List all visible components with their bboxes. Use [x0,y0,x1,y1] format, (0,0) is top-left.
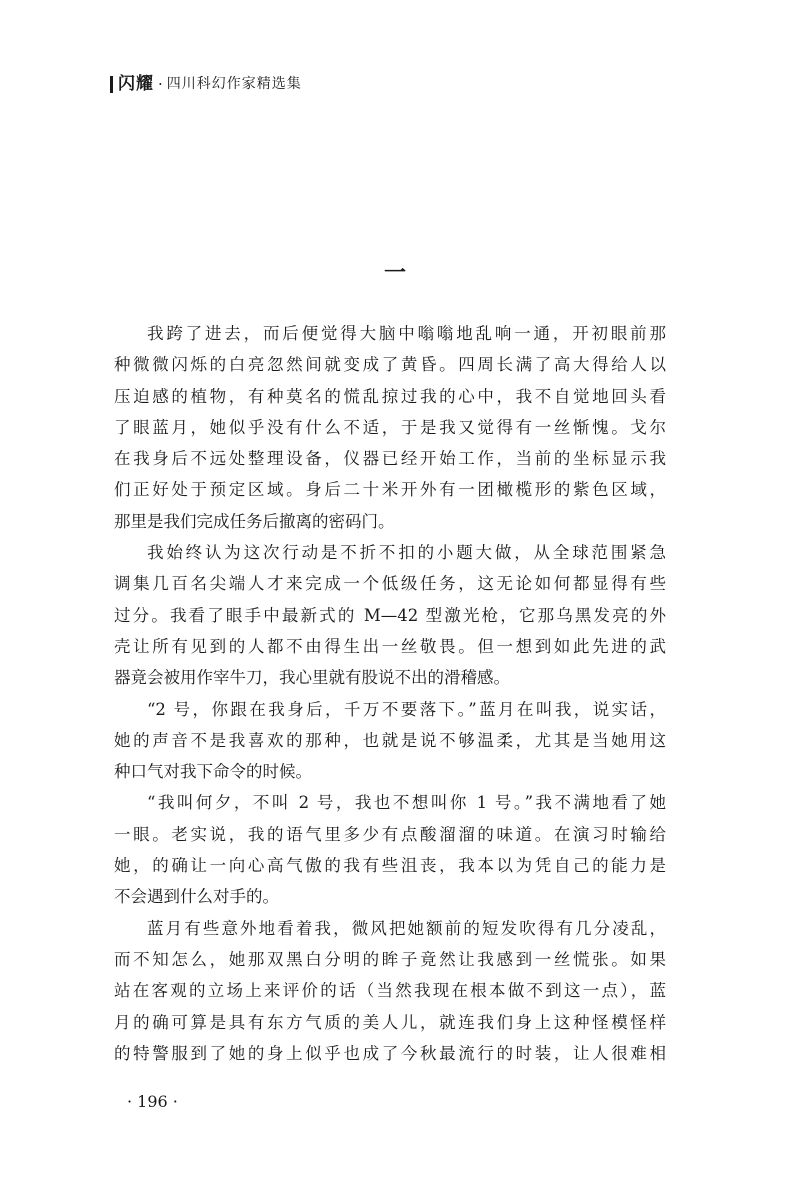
running-header [110,74,302,94]
text-line: 不会遇到什么对手的。 [114,887,279,907]
text-line: 压迫感的植物，有种莫名的慌乱掠过我的心中，我不自觉地回头看 [114,386,666,406]
text-line: 月的确可算是具有东方气质的美人儿，就连我们身上这种怪模怪样 [114,1012,666,1032]
text-line: 调集几百名尖端人才来完成一个低级任务，这无论如何都显得有些 [114,574,666,594]
text-line: 在我身后不远处整理设备，仪器已经开始工作，当前的坐标显示我 [114,449,666,469]
text-line: 我始终认为这次行动是不折不扣的小题大做，从全球范围紧急 [147,543,666,563]
header-book-title: 闪耀 [118,74,154,94]
text-line: 一眼。老实说，我的语气里多少有点酸溜溜的味道。在演习时输给 [114,824,666,844]
text-line: 我跨了进去，而后便觉得大脑中嗡嗡地乱响一通，开初眼前那 [147,324,666,343]
page-number: · 196 · [127,1092,178,1111]
body-text [114,318,666,1069]
text-line: 站在客观的立场上来评价的话（当然我现在根本做不到这一点），蓝 [114,981,666,1001]
text-line: 了眼蓝月，她似乎没有什么不适，于是我又觉得有一丝惭愧。戈尔 [114,417,666,437]
text-line: 的特警服到了她的身上似乎也成了今秋最流行的时装，让人很难相 [114,1043,666,1063]
header-separator: · [158,75,163,93]
paragraph [114,787,666,912]
text-line: 种微微闪烁的白亮忽然间就变成了黄昏。四周长满了高大得给人以 [114,355,666,375]
paragraph [114,694,666,788]
text-line: 蓝月有些意外地看着我，微风把她额前的短发吹得有几分凌乱， [147,918,666,938]
text-line: 那里是我们完成任务后撤离的密码门。 [114,511,395,531]
paragraph [114,913,666,1069]
text-line: “2 号，你跟在我身后，千万不要落下。”蓝月在叫我，说实话， [147,699,666,719]
text-line: 而不知怎么，她那双黑白分明的眸子竟然让我感到一丝慌张。如果 [114,949,666,969]
text-line: 过分。我看了眼手中最新式的 M—42 型激光枪，它那乌黑发亮的外 [114,605,666,625]
section-number: 一 [383,260,406,286]
header-rule-mark [110,76,113,93]
text-line: 们正好处于预定区域。身后二十米开外有一团橄榄形的紫色区域， [114,480,666,500]
paragraph [114,318,666,537]
text-line: 壳让所有见到的人都不由得生出一丝敬畏。但一想到如此先进的武 [114,636,666,656]
text-line: 她的声音不是我喜欢的那种，也就是说不够温柔，尤其是当她用这 [114,730,666,750]
text-line: 种口气对我下命令的时候。 [114,762,312,782]
text-line: “我叫何夕，不叫 2 号，我也不想叫你 1 号。”我不满地看了她 [147,793,666,813]
text-line: 她，的确让一向心高气傲的我有些沮丧，我本以为凭自己的能力是 [114,856,666,876]
paragraph [114,537,666,693]
text-line: 器竟会被用作宰牛刀，我心里就有股说不出的滑稽感。 [114,668,510,688]
header-series-title: 四川科幻作家精选集 [166,76,302,92]
